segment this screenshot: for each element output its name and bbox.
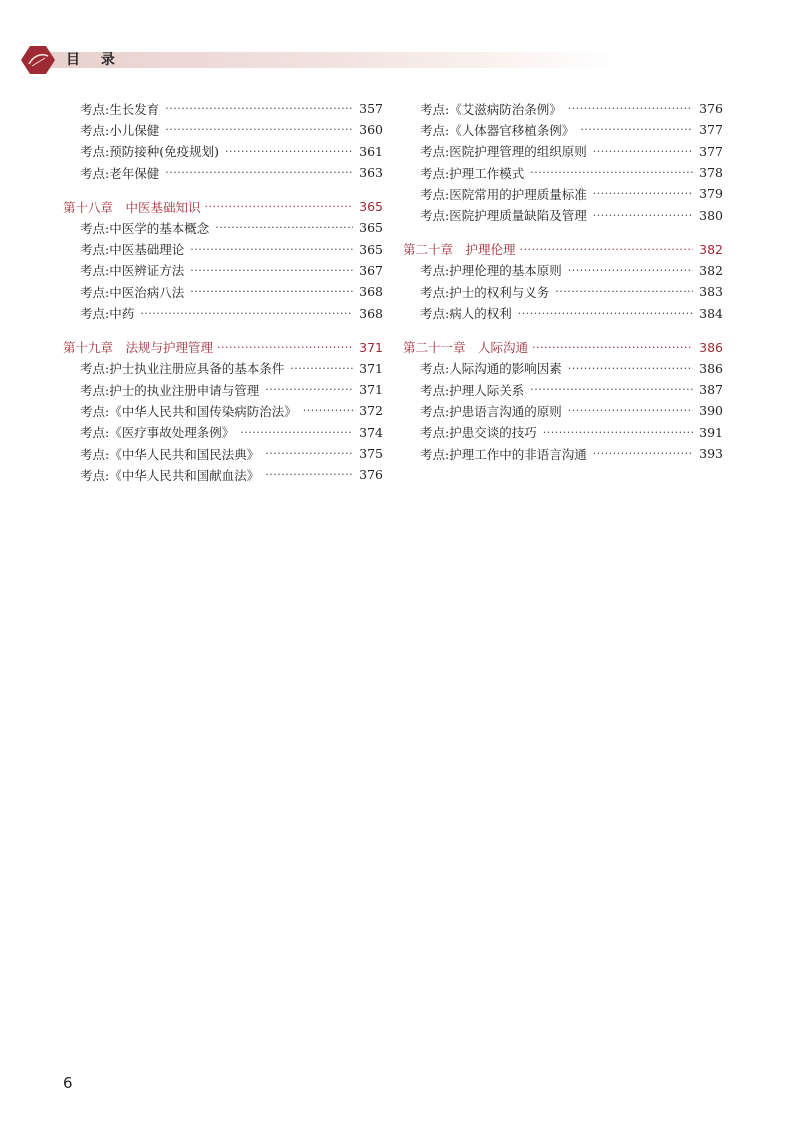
entry-title: 考点:病人的权利: [420, 306, 512, 322]
entry-page: 382: [699, 262, 723, 278]
entry-title: 考点:《中华人民共和国献血法》: [80, 467, 260, 483]
entry-title: 考点:人际沟通的影响因素: [420, 361, 562, 377]
toc-entry[interactable]: [63, 281, 383, 302]
entry-title: 考点:中药: [80, 306, 135, 322]
toc-entry[interactable]: [63, 162, 383, 183]
entry-title: 考点:《人体器官移植条例》: [420, 122, 575, 138]
entry-page: 378: [699, 165, 723, 181]
dot-leader: [530, 166, 693, 179]
entry-title: 考点:生长发育: [80, 101, 160, 117]
chapter-heading[interactable]: [403, 337, 723, 358]
chapter-heading[interactable]: [63, 196, 383, 217]
dot-leader: [265, 447, 353, 460]
toc-entry[interactable]: [63, 464, 383, 485]
entry-page: 376: [699, 101, 723, 117]
toc-entry[interactable]: [403, 443, 723, 464]
entry-page: 391: [699, 424, 723, 440]
entry-title: 考点:护士的执业注册申请与管理: [80, 382, 260, 398]
toc-entry[interactable]: [403, 358, 723, 379]
entry-page: 365: [359, 220, 383, 236]
entry-title: 考点:护理伦理的基本原则: [420, 263, 562, 279]
entry-page: 383: [699, 284, 723, 300]
dot-leader: [593, 447, 693, 460]
chapter-title: 第十八章 中医基础知识: [63, 199, 201, 215]
chapter-heading[interactable]: [63, 337, 383, 358]
dot-leader: [190, 285, 353, 298]
entry-title: 考点:护理工作模式: [420, 165, 525, 181]
toc-column-left: [63, 98, 383, 485]
toc-entry[interactable]: [63, 141, 383, 162]
dot-leader: [568, 404, 693, 417]
chapter-page: 365: [359, 199, 383, 215]
entry-title: 考点:《医疗事故处理条例》: [80, 425, 235, 441]
entry-page: 380: [699, 207, 723, 223]
chapter-heading[interactable]: [403, 239, 723, 260]
toc-entry[interactable]: [63, 379, 383, 400]
toc-entry[interactable]: [403, 98, 723, 119]
header-band: [40, 52, 620, 68]
toc-entry[interactable]: [403, 422, 723, 443]
dot-leader: [593, 187, 693, 200]
chapter-title: 第二十一章 人际沟通: [403, 340, 529, 356]
entry-title: 考点:预防接种(免疫规划): [80, 144, 219, 160]
entry-page: 374: [359, 424, 383, 440]
dot-leader: [265, 468, 353, 481]
chapter-page: 371: [359, 339, 383, 355]
entry-page: 379: [699, 186, 723, 202]
dot-leader: [205, 200, 354, 213]
dot-leader: [593, 145, 693, 158]
toc-entry[interactable]: [403, 379, 723, 400]
entry-page: 368: [359, 305, 383, 321]
dot-leader: [225, 145, 353, 158]
entry-title: 考点:《中华人民共和国传染病防治法》: [80, 403, 297, 419]
dot-leader: [165, 166, 353, 179]
entry-page: 375: [359, 446, 383, 461]
toc-entry[interactable]: [63, 260, 383, 281]
entry-page: 386: [699, 360, 723, 376]
toc-entry[interactable]: [63, 238, 383, 259]
entry-title: 考点:《中华人民共和国民法典》: [80, 446, 260, 462]
page-number: 6: [63, 1074, 73, 1092]
entry-title: 考点:护理人际关系: [420, 382, 525, 398]
dot-leader: [593, 209, 693, 222]
dot-leader: [580, 123, 693, 136]
chapter-title: 第二十章 护理伦理: [403, 242, 516, 258]
toc-entry[interactable]: [403, 302, 723, 323]
dot-leader: [530, 383, 693, 396]
dot-leader: [520, 243, 694, 256]
toc-entry[interactable]: [403, 183, 723, 204]
entry-page: 367: [359, 262, 383, 278]
entry-title: 考点:中医治病八法: [80, 284, 185, 300]
entry-title: 考点:中医学的基本概念: [80, 220, 210, 236]
entry-page: 376: [359, 467, 383, 483]
dot-leader: [555, 285, 693, 298]
toc-entry[interactable]: [63, 422, 383, 443]
toc-entry[interactable]: [63, 302, 383, 323]
entry-page: 393: [699, 446, 723, 461]
entry-title: 考点:护患语言沟通的原则: [420, 403, 562, 419]
entry-page: 360: [359, 122, 383, 138]
dot-leader: [190, 243, 353, 256]
entry-page: 371: [359, 382, 383, 398]
dot-leader: [543, 426, 693, 439]
page-header: [20, 45, 610, 75]
entry-title: 考点:护士的权利与义务: [420, 284, 550, 300]
dot-leader: [165, 123, 353, 136]
dot-leader: [240, 426, 353, 439]
dot-leader: [518, 307, 693, 320]
dot-leader: [165, 102, 353, 115]
dot-leader: [290, 362, 353, 375]
toc-entry[interactable]: [63, 358, 383, 379]
entry-title: 考点:小儿保健: [80, 122, 160, 138]
toc-entry[interactable]: [403, 281, 723, 302]
dot-leader: [190, 264, 353, 277]
dot-leader: [217, 341, 353, 354]
entry-title: 考点:护患交谈的技巧: [420, 425, 537, 441]
toc-entry[interactable]: [403, 204, 723, 225]
entry-page: 365: [359, 241, 383, 257]
entry-title: 考点:医院护理质量缺陷及管理: [420, 208, 587, 224]
chapter-page: 386: [699, 339, 723, 355]
publisher-logo-icon: [20, 45, 56, 75]
entry-page: 363: [359, 165, 383, 181]
entry-page: 377: [699, 122, 723, 138]
toc-entry[interactable]: [403, 260, 723, 281]
dot-leader: [303, 404, 353, 417]
entry-title: 考点:中医辨证方法: [80, 263, 185, 279]
toc-entry[interactable]: [63, 400, 383, 421]
entry-title: 考点:《艾滋病防治条例》: [420, 101, 562, 117]
entry-page: 361: [359, 143, 383, 159]
toc-entry[interactable]: [63, 119, 383, 140]
toc-entry[interactable]: [63, 98, 383, 119]
entry-title: 考点:老年保健: [80, 165, 160, 181]
entry-title: 考点:护理工作中的非语言沟通: [420, 446, 587, 462]
toc-entry[interactable]: [403, 400, 723, 421]
entry-title: 考点:医院护理管理的组织原则: [420, 144, 587, 160]
chapter-page: 382: [699, 241, 723, 257]
dot-leader: [568, 362, 693, 375]
toc-entry[interactable]: [63, 217, 383, 238]
dot-leader: [265, 383, 353, 396]
entry-page: 368: [359, 284, 383, 300]
toc-entry[interactable]: [403, 141, 723, 162]
entry-page: 390: [699, 403, 723, 419]
dot-leader: [568, 264, 693, 277]
entry-page: 377: [699, 143, 723, 159]
toc-entry[interactable]: [63, 443, 383, 464]
entry-page: 387: [699, 382, 723, 398]
dot-leader: [532, 341, 693, 354]
entry-page: 371: [359, 360, 383, 376]
entry-title: 考点:护士执业注册应具备的基本条件: [80, 361, 285, 377]
dot-leader: [568, 102, 693, 115]
chapter-title: 第十九章 法规与护理管理: [63, 340, 214, 356]
entry-title: 考点:医院常用的护理质量标准: [420, 186, 587, 202]
entry-page: 372: [359, 403, 383, 419]
toc-entry[interactable]: [403, 119, 723, 140]
toc-column-right: [403, 98, 723, 464]
dot-leader: [140, 307, 353, 320]
dot-leader: [215, 221, 353, 234]
entry-page: 384: [699, 305, 723, 321]
toc-title: 目 录: [66, 52, 123, 68]
toc-entry[interactable]: [403, 162, 723, 183]
entry-title: 考点:中医基础理论: [80, 242, 185, 258]
entry-page: 357: [359, 101, 383, 117]
